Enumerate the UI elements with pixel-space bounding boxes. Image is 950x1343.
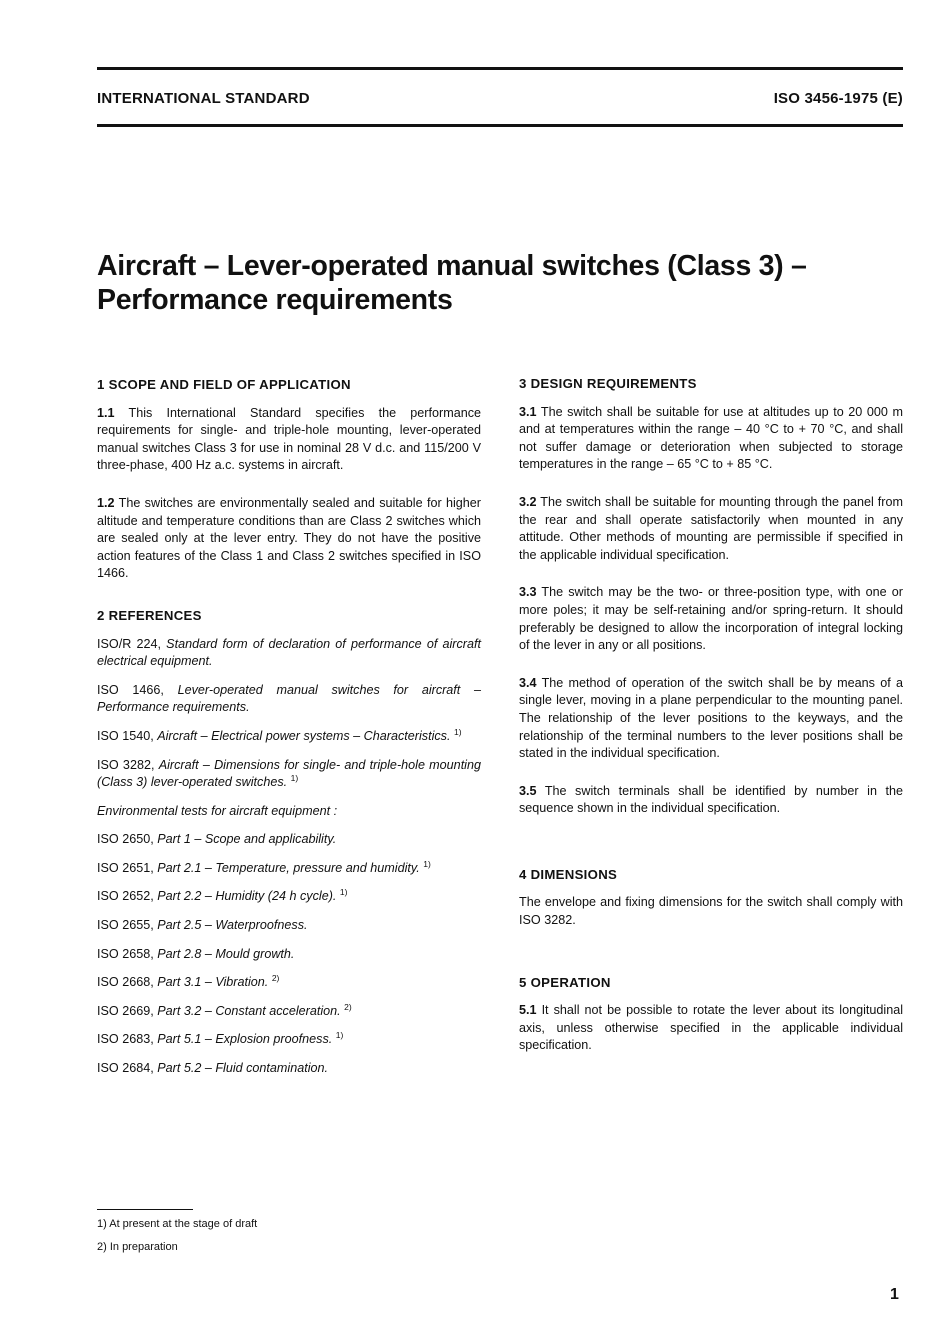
reference-item	[97, 682, 481, 717]
title-line-2: Performance requirements	[97, 284, 453, 316]
standard-number: ISO 3456-1975 (E)	[773, 90, 903, 107]
clause-5-1	[519, 1002, 903, 1055]
clause-3-2	[519, 494, 903, 564]
reference-title: Lever-operated manual switches for aircraft – Performance requirements.	[97, 682, 481, 715]
left-column	[97, 376, 481, 1078]
reference-title: Part 2.8 – Mould growth.	[157, 946, 295, 961]
reference-title: Aircraft – Dimensions for single- and triple-hole mounting (Class 3) lever-operated switches.	[97, 757, 481, 790]
clause-3-5	[519, 783, 903, 818]
footnote-rule	[97, 1209, 193, 1210]
clause-3-1	[519, 404, 903, 474]
reference-item	[97, 974, 481, 992]
clause-text: It shall not be possible to rotate the lever about its longitudinal axis, unless otherwise specified in the applicable individual specification.	[519, 1003, 903, 1053]
reference-title: Part 5.2 – Fluid contamination.	[157, 1061, 329, 1076]
reference-item	[97, 728, 481, 746]
footnote-2: 2) In preparation	[97, 1241, 178, 1253]
reference-code: ISO 1466,	[97, 682, 164, 697]
footnote-marker: 2)	[271, 973, 280, 984]
reference-code: ISO 2650,	[97, 832, 154, 847]
reference-item	[97, 888, 481, 906]
page-number: 1	[890, 1286, 899, 1303]
title-line-1: Aircraft – Lever-operated manual switches (Class 3) –	[97, 250, 807, 282]
clause-number: 3.1	[519, 404, 537, 419]
reference-title: Part 5.1 – Explosion proofness.	[157, 1032, 333, 1047]
reference-title: Part 3.1 – Vibration.	[157, 975, 269, 990]
reference-title: Part 2.2 – Humidity (24 h cycle).	[157, 889, 337, 904]
environmental-tests-heading	[97, 803, 481, 821]
reference-code: ISO 2668,	[97, 975, 154, 990]
footnote-marker: 1)	[339, 887, 348, 898]
reference-title: Part 1 – Scope and applicability.	[157, 832, 337, 847]
document-title	[97, 249, 897, 317]
clause-number: 3.5	[519, 783, 537, 798]
reference-title: Aircraft – Electrical power systems – Characteristics.	[157, 728, 451, 743]
clause-number: 3.3	[519, 585, 537, 600]
reference-title: Part 2.1 – Temperature, pressure and humidity.	[157, 860, 420, 875]
clause-number: 1.2	[97, 495, 115, 510]
clause-text: The switch shall be suitable for mounting through the panel from the rear and shall operate satisfactorily when mounted in any attitude. Other methods of mounting are permissible if specified in the applicable individual specification.	[519, 494, 903, 562]
reference-code: ISO 2652,	[97, 889, 154, 904]
clause-3-3	[519, 584, 903, 654]
footnote-marker: 1)	[335, 1030, 344, 1041]
reference-code: ISO 2658,	[97, 946, 154, 961]
clause-text: The method of operation of the switch shall be by means of a single lever, moving in a plane perpendicular to the mounting panel. The relationship of the lever positions to the keyways, and the relationship of the terminal numbers to the lever positions shall be stated in the individual specification.	[519, 675, 903, 761]
footnote-marker: 2)	[344, 1001, 352, 1012]
clause-text: This International Standard specifies the performance requirements for single- and triple-hole mounting, lever-operated manual switches Class 3 for use in nominal 28 V d.c. and 115/200 V three-phase, 400 Hz a.c. systems in aircraft.	[97, 405, 482, 473]
section-3-heading: 3 DESIGN REQUIREMENTS	[519, 376, 697, 391]
header-rule	[97, 124, 903, 127]
clause-text: The switch shall be suitable for use at altitudes up to 20 000 m and at temperatures within the range – 40 °C to + 70 °C, and shall not suffer damage or deterioration when subjected to storage temperatures in the range – 65 °C to + 85 °C.	[519, 404, 903, 472]
reference-code: ISO 3282,	[97, 757, 155, 772]
reference-item	[97, 757, 481, 792]
reference-code: ISO 2655,	[97, 918, 154, 933]
reference-code: ISO 2684,	[97, 1061, 154, 1076]
reference-code: ISO 2683,	[97, 1032, 154, 1047]
section-2-heading: 2 REFERENCES	[97, 607, 202, 623]
section-4-heading: 4 DIMENSIONS	[519, 866, 618, 882]
reference-item	[97, 860, 481, 878]
footnote-marker: 1)	[423, 858, 431, 869]
reference-item	[97, 1003, 481, 1021]
document-type-label: INTERNATIONAL STANDARD	[97, 90, 310, 107]
footnote-marker: 1)	[453, 726, 462, 737]
reference-code: ISO 2651,	[97, 860, 154, 875]
reference-item	[97, 831, 481, 849]
clause-number: 3.2	[519, 494, 537, 509]
clause-text: The switches are environmentally sealed and suitable for higher altitude and temperature conditions than are Class 2 switches which are sealed only at the lever entry. They do not have the positive action features of the Class 1 and Class 2 switches specified in ISO 1466.	[97, 495, 481, 581]
footnote-marker: 1)	[290, 773, 299, 784]
clause-3-4	[519, 675, 903, 763]
clause-number: 5.1	[519, 1003, 537, 1018]
reference-item	[97, 946, 481, 964]
clause-1-2	[97, 495, 481, 583]
right-column	[519, 375, 903, 1055]
section-4-text: The envelope and fixing dimensions for the switch shall comply with ISO 3282.	[519, 895, 903, 928]
top-rule	[97, 67, 903, 70]
reference-title: Part 3.2 – Constant acceleration.	[157, 1003, 341, 1018]
clause-number: 1.1	[97, 405, 115, 420]
footnote-1: 1) At present at the stage of draft	[97, 1218, 258, 1230]
clause-number: 3.4	[519, 675, 537, 690]
clause-1-1	[97, 405, 481, 475]
reference-code: ISO/R 224,	[97, 636, 161, 651]
clause-text: The switch terminals shall be identified by number in the sequence shown in the individual specification.	[519, 783, 903, 816]
reference-item	[97, 1060, 481, 1078]
reference-item	[97, 917, 481, 935]
reference-code: ISO 2669,	[97, 1003, 154, 1018]
reference-title: Part 2.5 – Waterproofness.	[157, 918, 308, 933]
reference-item	[97, 636, 481, 671]
reference-code: ISO 1540,	[97, 728, 154, 743]
environmental-tests-heading-text: Environmental tests for aircraft equipment :	[97, 803, 338, 818]
reference-item	[97, 1031, 481, 1049]
section-5-heading: 5 OPERATION	[519, 974, 611, 990]
section-1-heading: 1 SCOPE AND FIELD OF APPLICATION	[97, 377, 351, 392]
clause-text: The switch may be the two- or three-position type, with one or more poles; it may be self-retaining and/or spring-return. It should preferably be designed to allow the incorporation of integral locking of the lever in any or all positions.	[519, 585, 903, 653]
reference-title: Standard form of declaration of performance of aircraft electrical equipment.	[97, 636, 481, 669]
